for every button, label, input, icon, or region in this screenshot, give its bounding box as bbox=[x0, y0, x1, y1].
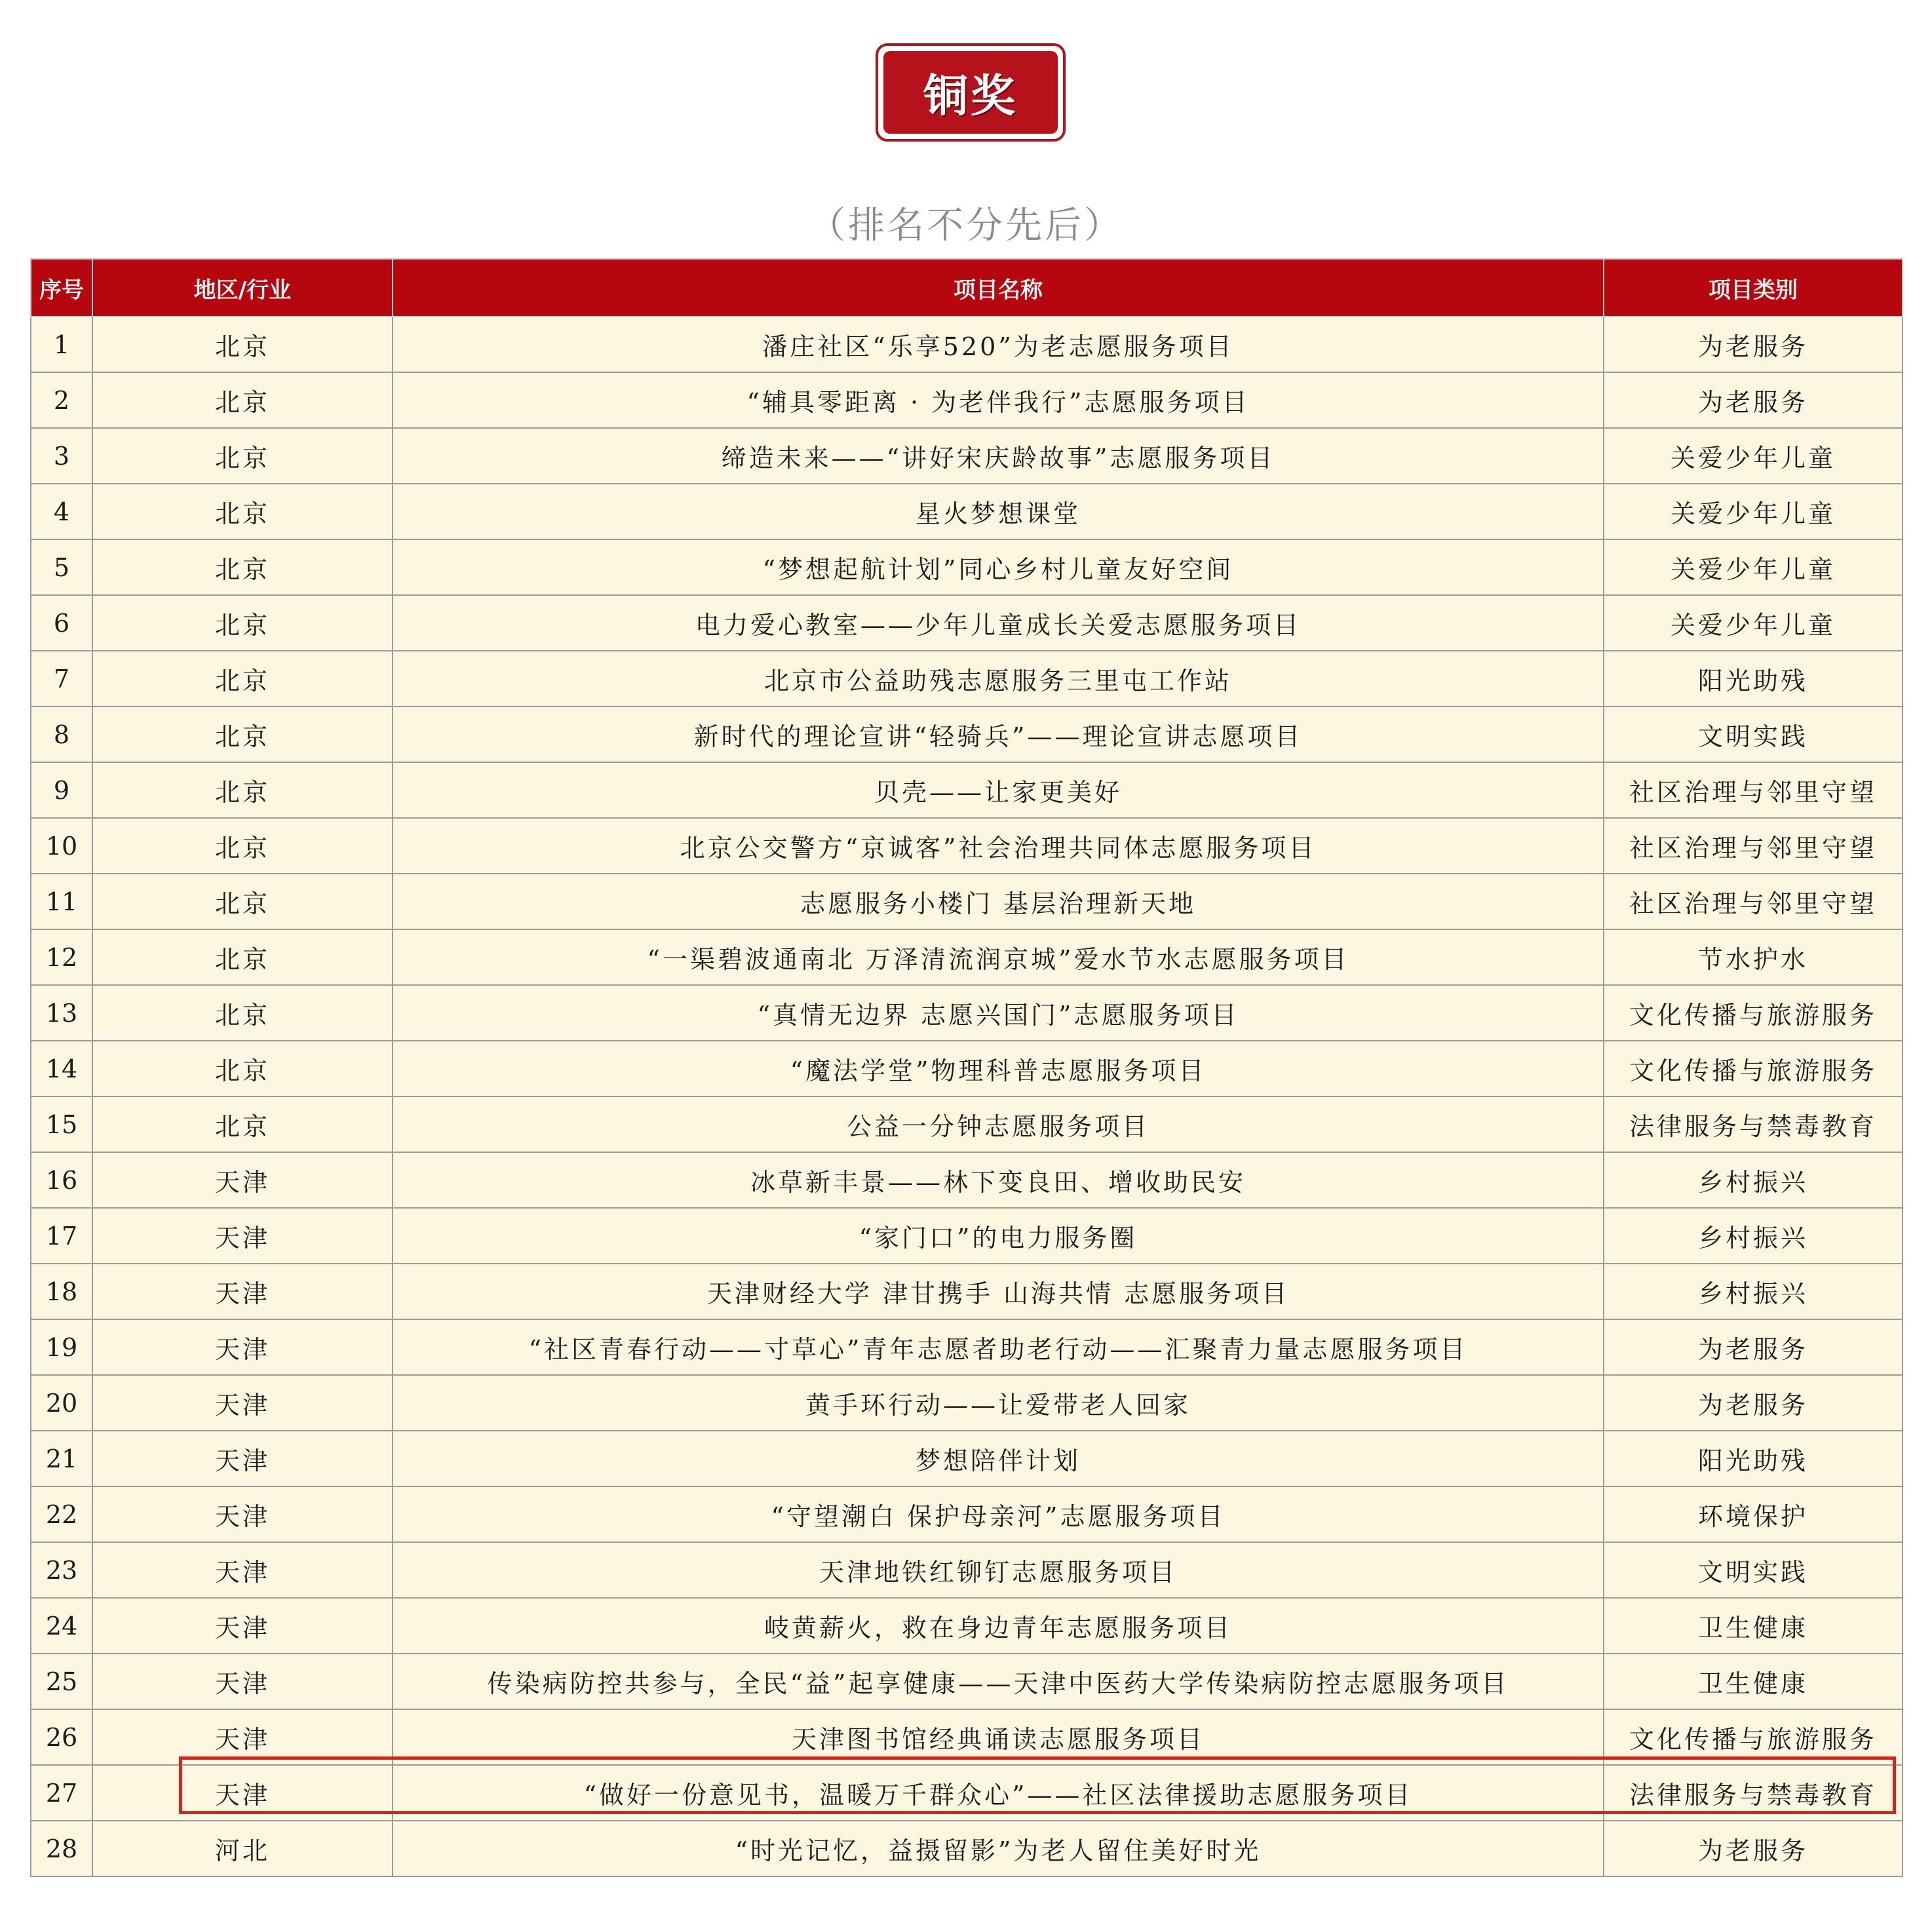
cell-category: 阳光助残 bbox=[1604, 651, 1903, 707]
cell-no: 14 bbox=[31, 1041, 92, 1096]
table-row bbox=[31, 317, 1903, 372]
cell-region: 北京 bbox=[92, 595, 393, 651]
column-header-name: 项目名称 bbox=[393, 259, 1604, 317]
cell-name: “做好一份意见书，温暖万千群众心”——社区法律援助志愿服务项目 bbox=[393, 1765, 1604, 1821]
table-row bbox=[31, 985, 1903, 1041]
column-header-no: 序号 bbox=[31, 259, 92, 317]
table-row bbox=[31, 1152, 1903, 1208]
cell-region: 河北 bbox=[92, 1821, 393, 1876]
cell-category: 为老服务 bbox=[1604, 1821, 1903, 1876]
cell-no: 15 bbox=[31, 1096, 92, 1152]
cell-region: 天津 bbox=[92, 1264, 393, 1319]
award-badge bbox=[876, 43, 1066, 142]
cell-name: “时光记忆，益摄留影”为老人留住美好时光 bbox=[393, 1821, 1604, 1876]
table-row bbox=[31, 762, 1903, 818]
cell-region: 北京 bbox=[92, 372, 393, 428]
cell-region: 北京 bbox=[92, 1096, 393, 1152]
column-header-region: 地区/行业 bbox=[92, 259, 393, 317]
cell-name: “辅具零距离 · 为老伴我行”志愿服务项目 bbox=[393, 372, 1604, 428]
cell-category: 文明实践 bbox=[1604, 1542, 1903, 1598]
cell-category: 关爱少年儿童 bbox=[1604, 428, 1903, 484]
cell-no: 28 bbox=[31, 1821, 92, 1876]
table-row bbox=[31, 595, 1903, 651]
cell-name: “守望潮白 保护母亲河”志愿服务项目 bbox=[393, 1486, 1604, 1542]
cell-category: 文明实践 bbox=[1604, 707, 1903, 762]
table-row bbox=[31, 484, 1903, 539]
cell-name: 梦想陪伴计划 bbox=[393, 1431, 1604, 1486]
cell-category: 环境保护 bbox=[1604, 1486, 1903, 1542]
cell-region: 天津 bbox=[92, 1709, 393, 1765]
cell-region: 北京 bbox=[92, 818, 393, 874]
cell-name: 岐黄薪火，救在身边青年志愿服务项目 bbox=[393, 1598, 1604, 1654]
table-row bbox=[31, 1041, 1903, 1096]
cell-no: 23 bbox=[31, 1542, 92, 1598]
cell-category: 乡村振兴 bbox=[1604, 1264, 1903, 1319]
column-header-category: 项目类别 bbox=[1604, 259, 1903, 317]
cell-name: 缔造未来——“讲好宋庆龄故事”志愿服务项目 bbox=[393, 428, 1604, 484]
cell-no: 19 bbox=[31, 1319, 92, 1375]
cell-name: 传染病防控共参与，全民“益”起享健康——天津中医药大学传染病防控志愿服务项目 bbox=[393, 1654, 1604, 1709]
cell-region: 北京 bbox=[92, 762, 393, 818]
cell-category: 为老服务 bbox=[1604, 372, 1903, 428]
cell-region: 天津 bbox=[92, 1208, 393, 1264]
cell-region: 北京 bbox=[92, 874, 393, 929]
cell-no: 8 bbox=[31, 707, 92, 762]
cell-category: 为老服务 bbox=[1604, 1375, 1903, 1431]
table-row bbox=[31, 1096, 1903, 1152]
table-row bbox=[31, 1319, 1903, 1375]
cell-category: 关爱少年儿童 bbox=[1604, 539, 1903, 595]
cell-no: 26 bbox=[31, 1709, 92, 1765]
cell-category: 卫生健康 bbox=[1604, 1654, 1903, 1709]
cell-no: 16 bbox=[31, 1152, 92, 1208]
cell-region: 天津 bbox=[92, 1152, 393, 1208]
table-row bbox=[31, 818, 1903, 874]
cell-name: 冰草新丰景——林下变良田、增收助民安 bbox=[393, 1152, 1604, 1208]
cell-region: 北京 bbox=[92, 428, 393, 484]
cell-name: 志愿服务小楼门 基层治理新天地 bbox=[393, 874, 1604, 929]
cell-name: 天津图书馆经典诵读志愿服务项目 bbox=[393, 1709, 1604, 1765]
cell-category: 文化传播与旅游服务 bbox=[1604, 985, 1903, 1041]
cell-region: 天津 bbox=[92, 1431, 393, 1486]
table-row bbox=[31, 874, 1903, 929]
ranking-note: （排名不分先后） bbox=[809, 204, 1123, 247]
table-row bbox=[31, 1375, 1903, 1431]
cell-category: 节水护水 bbox=[1604, 929, 1903, 985]
cell-no: 9 bbox=[31, 762, 92, 818]
cell-name: “魔法学堂”物理科普志愿服务项目 bbox=[393, 1041, 1604, 1096]
cell-region: 天津 bbox=[92, 1654, 393, 1709]
table-row bbox=[31, 539, 1903, 595]
table-row bbox=[31, 1208, 1903, 1264]
cell-category: 乡村振兴 bbox=[1604, 1152, 1903, 1208]
cell-name: 天津地铁红铆钉志愿服务项目 bbox=[393, 1542, 1604, 1598]
table-row bbox=[31, 929, 1903, 985]
cell-category: 为老服务 bbox=[1604, 1319, 1903, 1375]
cell-category: 卫生健康 bbox=[1604, 1598, 1903, 1654]
cell-category: 关爱少年儿童 bbox=[1604, 484, 1903, 539]
cell-no: 24 bbox=[31, 1598, 92, 1654]
cell-name: “梦想起航计划”同心乡村儿童友好空间 bbox=[393, 539, 1604, 595]
cell-category: 乡村振兴 bbox=[1604, 1208, 1903, 1264]
cell-category: 为老服务 bbox=[1604, 317, 1903, 372]
table-row bbox=[31, 1821, 1903, 1876]
table-row bbox=[31, 1431, 1903, 1486]
table-body bbox=[31, 317, 1903, 1876]
cell-region: 天津 bbox=[92, 1486, 393, 1542]
cell-name: 北京公交警方“京诚客”社会治理共同体志愿服务项目 bbox=[393, 818, 1604, 874]
table-row bbox=[31, 707, 1903, 762]
cell-region: 北京 bbox=[92, 1041, 393, 1096]
cell-region: 天津 bbox=[92, 1765, 393, 1821]
cell-region: 北京 bbox=[92, 539, 393, 595]
cell-name: “家门口”的电力服务圈 bbox=[393, 1208, 1604, 1264]
cell-no: 17 bbox=[31, 1208, 92, 1264]
table-row bbox=[31, 1486, 1903, 1542]
cell-category: 文化传播与旅游服务 bbox=[1604, 1709, 1903, 1765]
cell-category: 社区治理与邻里守望 bbox=[1604, 818, 1903, 874]
cell-name: 天津财经大学 津甘携手 山海共情 志愿服务项目 bbox=[393, 1264, 1604, 1319]
table-header-row bbox=[31, 259, 1903, 317]
cell-region: 北京 bbox=[92, 317, 393, 372]
cell-no: 2 bbox=[31, 372, 92, 428]
cell-name: 贝壳——让家更美好 bbox=[393, 762, 1604, 818]
cell-no: 22 bbox=[31, 1486, 92, 1542]
award-badge-label: 铜奖 bbox=[883, 51, 1058, 134]
cell-no: 12 bbox=[31, 929, 92, 985]
cell-category: 法律服务与禁毒教育 bbox=[1604, 1096, 1903, 1152]
cell-region: 天津 bbox=[92, 1319, 393, 1375]
cell-name: 电力爱心教室——少年儿童成长关爱志愿服务项目 bbox=[393, 595, 1604, 651]
table-row bbox=[31, 1709, 1903, 1765]
table-row bbox=[31, 1264, 1903, 1319]
cell-category: 社区治理与邻里守望 bbox=[1604, 874, 1903, 929]
cell-region: 天津 bbox=[92, 1542, 393, 1598]
cell-name: 北京市公益助残志愿服务三里屯工作站 bbox=[393, 651, 1604, 707]
cell-category: 关爱少年儿童 bbox=[1604, 595, 1903, 651]
cell-region: 天津 bbox=[92, 1598, 393, 1654]
cell-category: 社区治理与邻里守望 bbox=[1604, 762, 1903, 818]
cell-no: 18 bbox=[31, 1264, 92, 1319]
cell-name: 新时代的理论宣讲“轻骑兵”——理论宣讲志愿项目 bbox=[393, 707, 1604, 762]
table-row bbox=[31, 1598, 1903, 1654]
table-row bbox=[31, 1765, 1903, 1821]
cell-name: “一渠碧波通南北 万泽清流润京城”爱水节水志愿服务项目 bbox=[393, 929, 1604, 985]
table-row bbox=[31, 651, 1903, 707]
cell-no: 13 bbox=[31, 985, 92, 1041]
cell-no: 20 bbox=[31, 1375, 92, 1431]
table-row bbox=[31, 1654, 1903, 1709]
cell-region: 北京 bbox=[92, 484, 393, 539]
cell-region: 天津 bbox=[92, 1375, 393, 1431]
cell-no: 5 bbox=[31, 539, 92, 595]
cell-no: 1 bbox=[31, 317, 92, 372]
cell-name: 公益一分钟志愿服务项目 bbox=[393, 1096, 1604, 1152]
cell-name: 星火梦想课堂 bbox=[393, 484, 1604, 539]
cell-name: 黄手环行动——让爱带老人回家 bbox=[393, 1375, 1604, 1431]
table-row bbox=[31, 1542, 1903, 1598]
cell-no: 27 bbox=[31, 1765, 92, 1821]
cell-name: “社区青春行动——寸草心”青年志愿者助老行动——汇聚青力量志愿服务项目 bbox=[393, 1319, 1604, 1375]
cell-name: “真情无边界 志愿兴国门”志愿服务项目 bbox=[393, 985, 1604, 1041]
cell-category: 文化传播与旅游服务 bbox=[1604, 1041, 1903, 1096]
cell-category: 法律服务与禁毒教育 bbox=[1604, 1765, 1903, 1821]
cell-region: 北京 bbox=[92, 985, 393, 1041]
table-row bbox=[31, 372, 1903, 428]
table-row bbox=[31, 428, 1903, 484]
awards-table bbox=[30, 258, 1903, 1877]
cell-no: 3 bbox=[31, 428, 92, 484]
cell-no: 4 bbox=[31, 484, 92, 539]
cell-region: 北京 bbox=[92, 651, 393, 707]
cell-no: 21 bbox=[31, 1431, 92, 1486]
cell-region: 北京 bbox=[92, 929, 393, 985]
cell-no: 6 bbox=[31, 595, 92, 651]
cell-no: 25 bbox=[31, 1654, 92, 1709]
cell-no: 10 bbox=[31, 818, 92, 874]
cell-region: 北京 bbox=[92, 707, 393, 762]
cell-category: 阳光助残 bbox=[1604, 1431, 1903, 1486]
cell-name: 潘庄社区“乐享520”为老志愿服务项目 bbox=[393, 317, 1604, 372]
cell-no: 11 bbox=[31, 874, 92, 929]
cell-no: 7 bbox=[31, 651, 92, 707]
